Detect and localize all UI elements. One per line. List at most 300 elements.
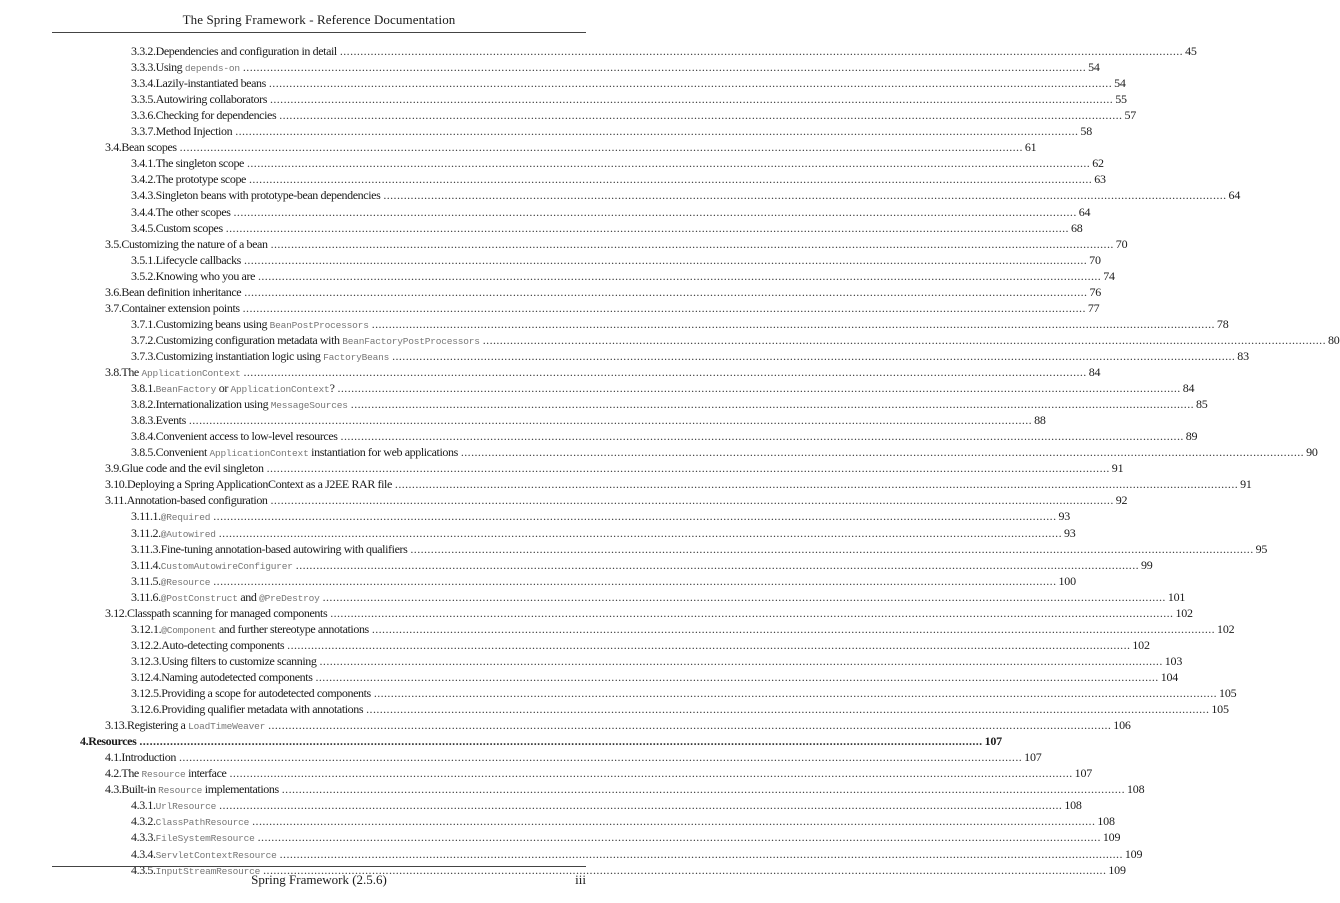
- toc-entry-title[interactable]: [156, 222, 223, 235]
- toc-entry-code: @PostConstruct: [160, 592, 238, 604]
- dot-leader: [340, 45, 1183, 58]
- toc-entry-number: 3.12.2.: [131, 637, 162, 652]
- dot-leader: [341, 430, 1184, 443]
- toc-entry-title[interactable]: [161, 559, 293, 573]
- toc-entry[interactable]: [131, 348, 1249, 364]
- toc-entry-code: LoadTimeWeaver: [188, 721, 266, 733]
- toc-entry-number: 4.3.3.: [131, 830, 156, 845]
- toc-entry-page[interactable]: 74: [1103, 268, 1115, 283]
- toc-entry-text: Container extension points: [121, 300, 240, 315]
- toc-entry-number: 3.7.2.: [131, 332, 156, 347]
- toc-entry-page[interactable]: 92: [1115, 493, 1128, 508]
- toc-entry-text: Using: [155, 60, 185, 75]
- toc-entry-text: Naming autodetected components: [161, 669, 313, 684]
- toc-entry[interactable]: [131, 637, 1150, 652]
- toc-entry-text: Singleton beans with prototype-bean dependencies: [155, 188, 381, 203]
- toc-entry[interactable]: [131, 397, 1208, 412]
- toc-entry[interactable]: [131, 686, 1237, 700]
- dot-leader: [249, 173, 1092, 186]
- toc-entry-title[interactable]: [156, 61, 240, 75]
- toc-entry-text: Customizing the nature of a bean: [121, 236, 268, 251]
- toc-entry-page[interactable]: 100: [1058, 573, 1076, 588]
- toc-entry-page[interactable]: 109: [1108, 862, 1126, 877]
- toc-entry-code: ServletContextResource: [155, 849, 277, 861]
- toc-entry-number: 3.7.3.: [131, 348, 156, 363]
- toc-entry-page[interactable]: 89: [1185, 429, 1198, 444]
- dot-leader: [219, 799, 1062, 812]
- toc-entry-page[interactable]: 55: [1115, 92, 1127, 107]
- toc-entry-page[interactable]: 88: [1034, 413, 1046, 428]
- toc-entry-number: 3.11.4.: [131, 557, 161, 572]
- toc-entry[interactable]: [131, 830, 1121, 845]
- toc-entry-page[interactable]: 108: [1097, 814, 1115, 829]
- toc-entry[interactable]: [131, 589, 1186, 605]
- toc-entry-title[interactable]: [156, 350, 389, 364]
- toc-entry-page[interactable]: 93: [1058, 509, 1071, 524]
- toc-entry-page[interactable]: 84: [1182, 381, 1195, 396]
- dot-leader: [268, 719, 1111, 732]
- toc-entry-text: implementations: [202, 782, 279, 797]
- toc-entry-title[interactable]: [156, 398, 348, 412]
- dot-leader: [247, 157, 1090, 170]
- toc-entry[interactable]: [131, 268, 1115, 283]
- toc-entry-title[interactable]: [156, 109, 277, 122]
- dot-leader: [179, 751, 1022, 764]
- toc-entry-page[interactable]: 70: [1115, 236, 1128, 251]
- toc-entry-number: 3.12.1.: [131, 621, 162, 636]
- toc-entry-code: BeanFactoryPostProcessors: [342, 335, 480, 347]
- dot-leader: [269, 77, 1112, 90]
- toc-entry-text: Lifecycle callbacks: [155, 252, 241, 267]
- dot-leader: [483, 334, 1326, 347]
- toc-entry-page[interactable]: 103: [1164, 653, 1183, 668]
- toc-entry-title[interactable]: [156, 125, 233, 138]
- toc-entry[interactable]: [131, 188, 1241, 203]
- dot-leader: [243, 302, 1086, 315]
- toc-entry-title[interactable]: [156, 45, 337, 58]
- toc-entry[interactable]: [105, 461, 1124, 476]
- toc-entry-page[interactable]: 95: [1255, 541, 1268, 556]
- toc-entry-title[interactable]: [121, 286, 241, 299]
- toc-entry-page[interactable]: 93: [1063, 525, 1076, 540]
- toc-entry-title[interactable]: [121, 302, 239, 315]
- toc-entry-number: 4.: [80, 734, 89, 749]
- toc-entry-code: MessageSources: [270, 400, 348, 412]
- toc-entry[interactable]: [131, 92, 1127, 107]
- dot-leader: [271, 494, 1114, 507]
- toc-entry-title[interactable]: [161, 671, 312, 684]
- toc-entry-number: 3.3.3.: [131, 60, 156, 75]
- toc-entry[interactable]: [105, 236, 1128, 251]
- toc-entry-title[interactable]: [156, 382, 335, 396]
- toc-entry-code: @PreDestroy: [259, 592, 320, 604]
- toc-entry-page[interactable]: 83: [1237, 348, 1249, 363]
- dot-leader: [296, 559, 1139, 572]
- dot-leader: [139, 735, 982, 748]
- toc-entry-title[interactable]: [156, 446, 458, 460]
- toc-entry-title[interactable]: [121, 751, 176, 764]
- toc-entry-title[interactable]: [156, 157, 244, 170]
- toc-entry[interactable]: [105, 493, 1128, 508]
- dot-leader: [252, 815, 1095, 828]
- header-divider: [52, 32, 586, 33]
- toc-entry[interactable]: [131, 429, 1198, 444]
- toc-entry-page[interactable]: 64: [1228, 188, 1241, 203]
- toc-entry-code: Resource: [141, 769, 186, 781]
- dot-leader: [213, 510, 1056, 523]
- toc-entry-page[interactable]: 107: [1024, 750, 1042, 765]
- toc-entry-number: 3.3.6.: [131, 108, 156, 123]
- toc-entry-title[interactable]: [161, 687, 371, 700]
- toc-entry-text: Lazily-instantiated beans: [155, 76, 266, 91]
- toc-entry[interactable]: [105, 300, 1100, 315]
- toc-entry-title[interactable]: [156, 799, 217, 813]
- toc-entry[interactable]: [131, 509, 1071, 524]
- toc-entry[interactable]: [131, 332, 1340, 348]
- toc-entry-title[interactable]: [127, 607, 327, 620]
- toc-entry[interactable]: [105, 782, 1145, 797]
- dot-leader: [323, 591, 1166, 604]
- toc-entry-text: Customizing instantiation logic using: [155, 348, 324, 363]
- toc-entry-text: The: [121, 766, 142, 781]
- toc-entry[interactable]: [105, 365, 1101, 380]
- toc-entry-code: ApplicationContext: [230, 384, 330, 396]
- dot-leader: [316, 671, 1159, 684]
- toc-entry-text: or: [216, 381, 231, 396]
- toc-entry-text: Auto-detecting components: [161, 637, 285, 652]
- toc-entry-code: depends-on: [184, 63, 240, 75]
- toc-entry-page[interactable]: 108: [1126, 782, 1145, 797]
- toc-entry-title[interactable]: [121, 767, 226, 781]
- dot-leader: [338, 382, 1181, 395]
- toc-entry-page[interactable]: 85: [1196, 397, 1208, 412]
- toc-entry[interactable]: [131, 381, 1195, 396]
- toc-entry-code: @Component: [161, 624, 217, 636]
- toc-entry-page[interactable]: 84: [1088, 365, 1101, 379]
- toc-entry-page[interactable]: 102: [1132, 637, 1150, 652]
- toc-entry-code: ClassPathResource: [155, 817, 250, 829]
- dot-leader: [180, 141, 1023, 154]
- toc-entry[interactable]: [131, 76, 1126, 91]
- toc-entry[interactable]: [131, 44, 1197, 58]
- toc-entry-number: 3.12.: [105, 605, 128, 620]
- toc-entry-number: 4.3.2.: [131, 814, 156, 829]
- toc-entry-number: 3.12.3.: [131, 653, 162, 668]
- toc-entry-number: 3.8.4.: [131, 429, 156, 444]
- toc-entry-text: interface: [185, 766, 227, 781]
- toc-entry-title[interactable]: [121, 141, 176, 154]
- toc-entry-text: Glue code and the evil singleton: [121, 461, 264, 476]
- toc-entry-title[interactable]: [127, 478, 392, 491]
- toc-entry-page[interactable]: 62: [1092, 156, 1104, 171]
- toc-entry-number: 3.4.3.: [131, 188, 156, 203]
- toc-entry[interactable]: [105, 766, 1093, 781]
- toc-entry-text: Custom scopes: [155, 220, 223, 235]
- toc-entry-page[interactable]: 63: [1094, 172, 1106, 187]
- toc-entry-number: 3.12.4.: [131, 669, 162, 684]
- toc-entry-number: 3.13.: [105, 718, 128, 733]
- toc-entry-page[interactable]: 70: [1089, 252, 1101, 267]
- toc-entry-title[interactable]: [161, 510, 211, 524]
- toc-entry-number: 4.3.: [105, 782, 122, 797]
- toc-entry-number: 3.3.2.: [131, 44, 156, 58]
- toc-entry-page[interactable]: 104: [1160, 669, 1179, 684]
- toc-entry-number: 3.4.: [105, 140, 122, 155]
- dot-leader: [258, 270, 1101, 283]
- toc-entry-title[interactable]: [156, 334, 480, 348]
- toc-entry[interactable]: [131, 413, 1046, 428]
- toc-entry-page[interactable]: 107: [1074, 766, 1093, 781]
- toc-entry-text: The: [121, 365, 142, 379]
- toc-entry-code: BeanPostProcessors: [269, 319, 369, 331]
- dot-leader: [189, 414, 1032, 427]
- toc-entry[interactable]: [131, 108, 1137, 123]
- toc-entry-page[interactable]: 61: [1024, 140, 1037, 155]
- toc-entry-text: Knowing who you are: [155, 268, 255, 283]
- dot-leader: [372, 318, 1215, 331]
- toc-entry-number: 3.11.6.: [131, 589, 161, 604]
- toc-entry[interactable]: [131, 445, 1318, 460]
- page-number: iii: [575, 872, 586, 887]
- toc-entry-title[interactable]: [156, 318, 369, 332]
- toc-entry-text: Checking for dependencies: [155, 108, 277, 123]
- toc-entry-page[interactable]: 57: [1124, 108, 1137, 123]
- toc-entry-page[interactable]: 45: [1185, 44, 1197, 58]
- toc-entry[interactable]: [105, 718, 1131, 733]
- toc-entry[interactable]: [105, 750, 1042, 765]
- toc-entry-title[interactable]: [161, 591, 320, 605]
- dot-leader: [244, 286, 1087, 299]
- dot-leader: [258, 831, 1101, 844]
- toc-entry[interactable]: [131, 220, 1083, 235]
- dot-leader: [244, 254, 1087, 267]
- toc-entry-number: 4.2.: [105, 766, 122, 781]
- toc-entry[interactable]: [131, 798, 1082, 813]
- toc-entry-page[interactable]: 90: [1306, 445, 1318, 460]
- toc-entry[interactable]: [131, 316, 1229, 332]
- toc-entry-page[interactable]: 91: [1240, 477, 1252, 492]
- toc-entry-text: Bean scopes: [121, 140, 177, 155]
- toc-entry-title[interactable]: [156, 815, 250, 829]
- toc-entry-title[interactable]: [156, 270, 255, 283]
- toc-entry-title[interactable]: [161, 575, 211, 589]
- dot-leader: [271, 238, 1114, 251]
- toc-entry-title[interactable]: [156, 848, 277, 862]
- toc-entry-number: 3.11.: [105, 493, 127, 508]
- toc-entry-page[interactable]: 68: [1070, 220, 1083, 235]
- toc-entry[interactable]: [105, 140, 1037, 155]
- toc-entry-page[interactable]: 107: [984, 734, 1002, 749]
- toc-entry-page[interactable]: 106: [1113, 718, 1131, 733]
- toc-entry[interactable]: [131, 60, 1100, 75]
- toc-entry-title[interactable]: [161, 639, 284, 652]
- toc-entry-title[interactable]: [127, 494, 268, 507]
- toc-entry[interactable]: [105, 605, 1193, 620]
- toc-entry[interactable]: [131, 653, 1183, 668]
- toc-entry-page[interactable]: 108: [1064, 798, 1082, 813]
- toc-entry-number: 3.11.1.: [131, 509, 161, 524]
- dot-leader: [234, 206, 1077, 219]
- toc-entry[interactable]: [105, 284, 1102, 299]
- toc-entry-text: The prototype scope: [155, 172, 246, 187]
- dot-leader: [366, 703, 1209, 716]
- toc-entry-code: BeanFactory: [155, 384, 217, 396]
- toc-entry-page[interactable]: 80: [1327, 332, 1340, 347]
- toc-entry-page[interactable]: 54: [1088, 60, 1100, 75]
- toc-entry-number: 3.8.1.: [131, 381, 156, 396]
- toc-entry-text: Bean definition inheritance: [121, 284, 242, 299]
- dot-leader: [213, 575, 1056, 588]
- toc-entry-code: Resource: [158, 785, 203, 797]
- toc-entry-text: Classpath scanning for managed components: [127, 605, 328, 620]
- toc-entry-number: 3.4.5.: [131, 220, 156, 235]
- toc-entry-text: Fine-tuning annotation-based autowiring with qualifiers: [160, 541, 408, 556]
- toc-entry-page[interactable]: 54: [1114, 76, 1126, 91]
- toc-entry-title[interactable]: [156, 831, 255, 845]
- toc-entry[interactable]: [131, 124, 1093, 139]
- toc-entry-text: Internationalization using: [155, 397, 271, 412]
- toc-entry-page[interactable]: 91: [1111, 461, 1124, 476]
- toc-entry-title[interactable]: [156, 430, 338, 443]
- toc-entry-page[interactable]: 109: [1102, 830, 1121, 845]
- toc-entry-text: Introduction: [121, 750, 176, 765]
- toc-entry-number: 4.3.1.: [131, 798, 156, 813]
- toc-entry-title[interactable]: [121, 366, 240, 380]
- toc-entry-code: CustomAutowireConfigurer: [160, 560, 293, 572]
- toc-entry-text: The other scopes: [155, 204, 231, 219]
- toc-entry-title[interactable]: [156, 206, 231, 219]
- toc-entry-number: 3.4.2.: [131, 172, 156, 187]
- toc-entry-title[interactable]: [88, 735, 136, 748]
- toc-entry[interactable]: [131, 702, 1229, 717]
- toc-entry-number: 3.11.5.: [131, 573, 161, 588]
- dot-leader: [229, 767, 1072, 780]
- toc-entry-title[interactable]: [156, 414, 186, 427]
- dot-leader: [226, 222, 1069, 235]
- toc-entry-title[interactable]: [161, 655, 316, 668]
- toc-entry-text: Providing qualifier metadata with annotations: [161, 702, 364, 717]
- toc-entry-number: 4.3.4.: [131, 846, 156, 861]
- dot-leader: [287, 639, 1130, 652]
- toc-entry-code: ApplicationContext: [209, 448, 309, 460]
- toc-entry-number: 3.12.5.: [131, 686, 162, 700]
- toc-entry-number: 3.5.1.: [131, 252, 156, 267]
- toc-entry-title[interactable]: [161, 543, 408, 556]
- toc-entry-text: Method Injection: [155, 124, 233, 139]
- toc-entry-number: 4.1.: [105, 750, 122, 765]
- toc-entry-title[interactable]: [161, 527, 216, 541]
- toc-entry-title[interactable]: [127, 719, 265, 733]
- toc-entry-page[interactable]: 78: [1216, 316, 1229, 331]
- toc-entry[interactable]: [131, 621, 1235, 637]
- toc-entry[interactable]: [131, 204, 1091, 219]
- toc-entry-text: Customizing beans using: [155, 316, 270, 331]
- toc-entry-page[interactable]: 101: [1167, 589, 1186, 604]
- toc-entry[interactable]: [131, 172, 1106, 187]
- toc-entry[interactable]: [131, 557, 1153, 573]
- toc-entry-page[interactable]: 76: [1089, 284, 1102, 299]
- toc-entry[interactable]: [131, 814, 1115, 829]
- toc-entry-number: 3.3.4.: [131, 76, 156, 91]
- dot-leader: [395, 478, 1238, 491]
- toc-entry-text: Convenient access to low-level resources: [155, 429, 338, 444]
- toc-entry-text: Resources: [88, 734, 137, 749]
- toc-entry[interactable]: [80, 734, 1002, 749]
- toc-entry-title[interactable]: [161, 703, 363, 716]
- toc-entry-text: and further stereotype annotations: [216, 621, 369, 636]
- toc-entry-number: 4.3.5.: [131, 862, 156, 877]
- toc-entry-page[interactable]: 105: [1219, 686, 1237, 700]
- toc-entry-page[interactable]: 99: [1141, 557, 1153, 572]
- toc-entry-title[interactable]: [121, 462, 263, 475]
- toc-entry[interactable]: [131, 846, 1143, 862]
- toc-entry-text: The singleton scope: [155, 156, 244, 171]
- toc-entry-number: 3.10.: [105, 477, 128, 492]
- toc-entry-title[interactable]: [156, 93, 267, 106]
- dot-leader: [461, 446, 1304, 459]
- toc-entry-number: 3.3.7.: [131, 124, 156, 139]
- toc-entry-number: 3.8.3.: [131, 413, 156, 428]
- toc-entry-page[interactable]: 102: [1175, 605, 1193, 620]
- dot-leader: [351, 398, 1194, 411]
- toc-entry-text: Using filters to customize scanning: [161, 653, 317, 668]
- toc-entry-title[interactable]: [156, 254, 241, 267]
- toc-entry-title[interactable]: [121, 783, 278, 797]
- toc-entry-title[interactable]: [156, 189, 381, 202]
- toc-entry-title[interactable]: [121, 238, 267, 251]
- dot-leader: [410, 543, 1253, 556]
- toc-entry-text: Deploying a Spring ApplicationContext as a J2EE RAR file: [127, 477, 392, 492]
- toc-entry[interactable]: [131, 252, 1101, 267]
- toc-entry-title[interactable]: [156, 173, 246, 186]
- toc-entry-code: InputStreamResource: [155, 865, 261, 877]
- toc-entry-number: 3.8.2.: [131, 397, 156, 412]
- dot-leader: [219, 527, 1062, 540]
- toc-entry-code: FactoryBeans: [323, 351, 390, 363]
- toc-entry-text: ?: [329, 381, 335, 396]
- dot-leader: [270, 93, 1113, 106]
- dot-leader: [282, 783, 1125, 796]
- toc-entry[interactable]: [131, 669, 1179, 684]
- page-header: The Spring Framework - Reference Documentation: [182, 12, 456, 27]
- toc-entry-text: Dependencies and configuration in detail: [155, 44, 337, 58]
- toc-entry-title[interactable]: [156, 77, 266, 90]
- toc-entry-page[interactable]: 105: [1211, 702, 1229, 717]
- toc-entry-text: instantiation for web applications: [308, 445, 458, 460]
- toc-entry-number: 3.8.: [105, 365, 122, 379]
- toc-entry-text: Autowiring collaborators: [155, 92, 267, 107]
- toc-entry-page[interactable]: 109: [1124, 846, 1143, 861]
- toc-entry-page[interactable]: 58: [1080, 124, 1093, 139]
- toc-entry-page[interactable]: 77: [1087, 300, 1100, 315]
- dot-leader: [330, 607, 1173, 620]
- dot-leader: [383, 189, 1226, 202]
- toc-entry[interactable]: [131, 573, 1076, 589]
- toc-entry[interactable]: [131, 156, 1104, 171]
- toc-entry-page[interactable]: 102: [1217, 621, 1235, 636]
- dot-leader: [235, 125, 1078, 138]
- toc-entry[interactable]: [131, 525, 1076, 541]
- page-footer: Spring Framework (2.5.6): [251, 872, 387, 887]
- toc-entry-number: 3.12.6.: [131, 702, 162, 717]
- toc-entry-page[interactable]: 64: [1078, 204, 1091, 219]
- toc-entry[interactable]: [105, 477, 1252, 492]
- toc-entry[interactable]: [131, 541, 1268, 556]
- toc-entry-code: @Autowired: [160, 528, 216, 540]
- dot-leader: [243, 61, 1086, 74]
- toc-entry-title[interactable]: [161, 623, 369, 637]
- toc-entry-text: Registering a: [127, 718, 189, 733]
